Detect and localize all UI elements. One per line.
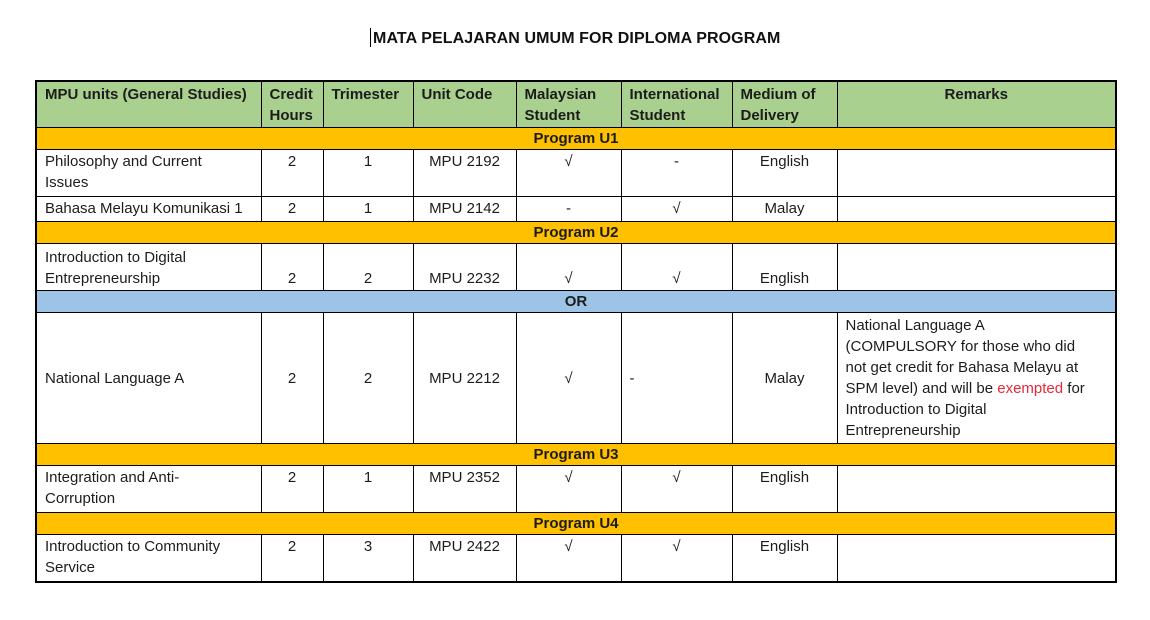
remarks-text: for Introduction to Digital Entrepreneurship — [845, 380, 1085, 439]
remarks-exempted-text: exempted — [997, 380, 1064, 397]
header-cell-international-student: International Student — [621, 81, 732, 128]
cell-international-student: - — [621, 150, 732, 197]
cell-malaysian-student: √ — [516, 535, 621, 583]
cell-course-name: Introduction to Digital Entrepreneurship — [36, 244, 261, 291]
header-cell-unit-code: Unit Code — [413, 81, 516, 128]
cell-course-name: National Language A — [36, 313, 261, 444]
program-band-u4 — [36, 513, 1116, 535]
cell-medium: English — [732, 466, 837, 513]
cell-unit-code: MPU 2212 — [413, 313, 516, 444]
cell-remarks — [837, 313, 1116, 444]
cell-unit-code: MPU 2142 — [413, 197, 516, 222]
remarks-text: National Language A (COMPULSORY for those who did not get credit for Bahasa Melayu at SPM level) and will be — [845, 317, 1079, 397]
cell-malaysian-student: - — [516, 197, 621, 222]
program-band-label: Program U3 — [36, 444, 1116, 466]
cell-medium: English — [732, 150, 837, 197]
header-cell-malaysian-student: Malaysian Student — [516, 81, 621, 128]
or-band-label: OR — [36, 291, 1116, 313]
cell-credit-hours: 2 — [261, 244, 323, 291]
text-cursor — [370, 28, 372, 47]
cell-international-student: - — [621, 313, 732, 444]
program-band-label: Program U2 — [36, 222, 1116, 244]
header-cell-trimester: Trimester — [323, 81, 413, 128]
program-band-label: Program U4 — [36, 513, 1116, 535]
mpu-units-table — [35, 80, 1117, 583]
cell-remarks — [837, 244, 1116, 291]
program-band-u2 — [36, 222, 1116, 244]
header-cell-remarks: Remarks — [837, 81, 1116, 128]
cell-course-name: Philosophy and Current Issues — [36, 150, 261, 197]
cell-remarks — [837, 466, 1116, 513]
cell-medium: English — [732, 244, 837, 291]
cell-unit-code: MPU 2352 — [413, 466, 516, 513]
course-row-national-language-a — [36, 313, 1116, 444]
program-band-label: Program U1 — [36, 128, 1116, 150]
course-row-community-service — [36, 535, 1116, 583]
cell-medium: Malay — [732, 313, 837, 444]
cell-international-student: √ — [621, 466, 732, 513]
cell-trimester: 2 — [323, 313, 413, 444]
cell-international-student: √ — [621, 535, 732, 583]
cell-trimester: 3 — [323, 535, 413, 583]
cell-unit-code: MPU 2192 — [413, 150, 516, 197]
cell-unit-code: MPU 2232 — [413, 244, 516, 291]
cell-medium: Malay — [732, 197, 837, 222]
program-band-u1 — [36, 128, 1116, 150]
cell-credit-hours: 2 — [261, 535, 323, 583]
course-row-bahasa-melayu — [36, 197, 1116, 222]
cell-trimester: 2 — [323, 244, 413, 291]
program-band-u3 — [36, 444, 1116, 466]
cell-course-name: Introduction to Community Service — [36, 535, 261, 583]
cell-credit-hours: 2 — [261, 466, 323, 513]
cell-remarks — [837, 197, 1116, 222]
cell-trimester: 1 — [323, 150, 413, 197]
table-header-row — [36, 81, 1116, 128]
cell-medium: English — [732, 535, 837, 583]
cell-trimester: 1 — [323, 466, 413, 513]
cell-course-name: Bahasa Melayu Komunikasi 1 — [36, 197, 261, 222]
or-band — [36, 291, 1116, 313]
cell-credit-hours: 2 — [261, 313, 323, 444]
cell-malaysian-student: √ — [516, 313, 621, 444]
cell-malaysian-student: √ — [516, 244, 621, 291]
cell-malaysian-student: √ — [516, 150, 621, 197]
page-title — [0, 28, 1150, 48]
cell-malaysian-student: √ — [516, 466, 621, 513]
header-cell-mpu-units: MPU units (General Studies) — [36, 81, 261, 128]
cell-international-student: √ — [621, 244, 732, 291]
course-row-integration-anti-corruption — [36, 466, 1116, 513]
cell-credit-hours: 2 — [261, 150, 323, 197]
cell-remarks — [837, 150, 1116, 197]
page-title-text: MATA PELAJARAN UMUM FOR DIPLOMA PROGRAM — [373, 30, 781, 47]
header-cell-medium-of-delivery: Medium of Delivery — [732, 81, 837, 128]
cell-remarks — [837, 535, 1116, 583]
course-row-digital-entrepreneurship — [36, 244, 1116, 291]
header-cell-credit-hours: Credit Hours — [261, 81, 323, 128]
course-row-philosophy — [36, 150, 1116, 197]
cell-trimester: 1 — [323, 197, 413, 222]
cell-international-student: √ — [621, 197, 732, 222]
cell-course-name: Integration and Anti-Corruption — [36, 466, 261, 513]
cell-credit-hours: 2 — [261, 197, 323, 222]
cell-unit-code: MPU 2422 — [413, 535, 516, 583]
